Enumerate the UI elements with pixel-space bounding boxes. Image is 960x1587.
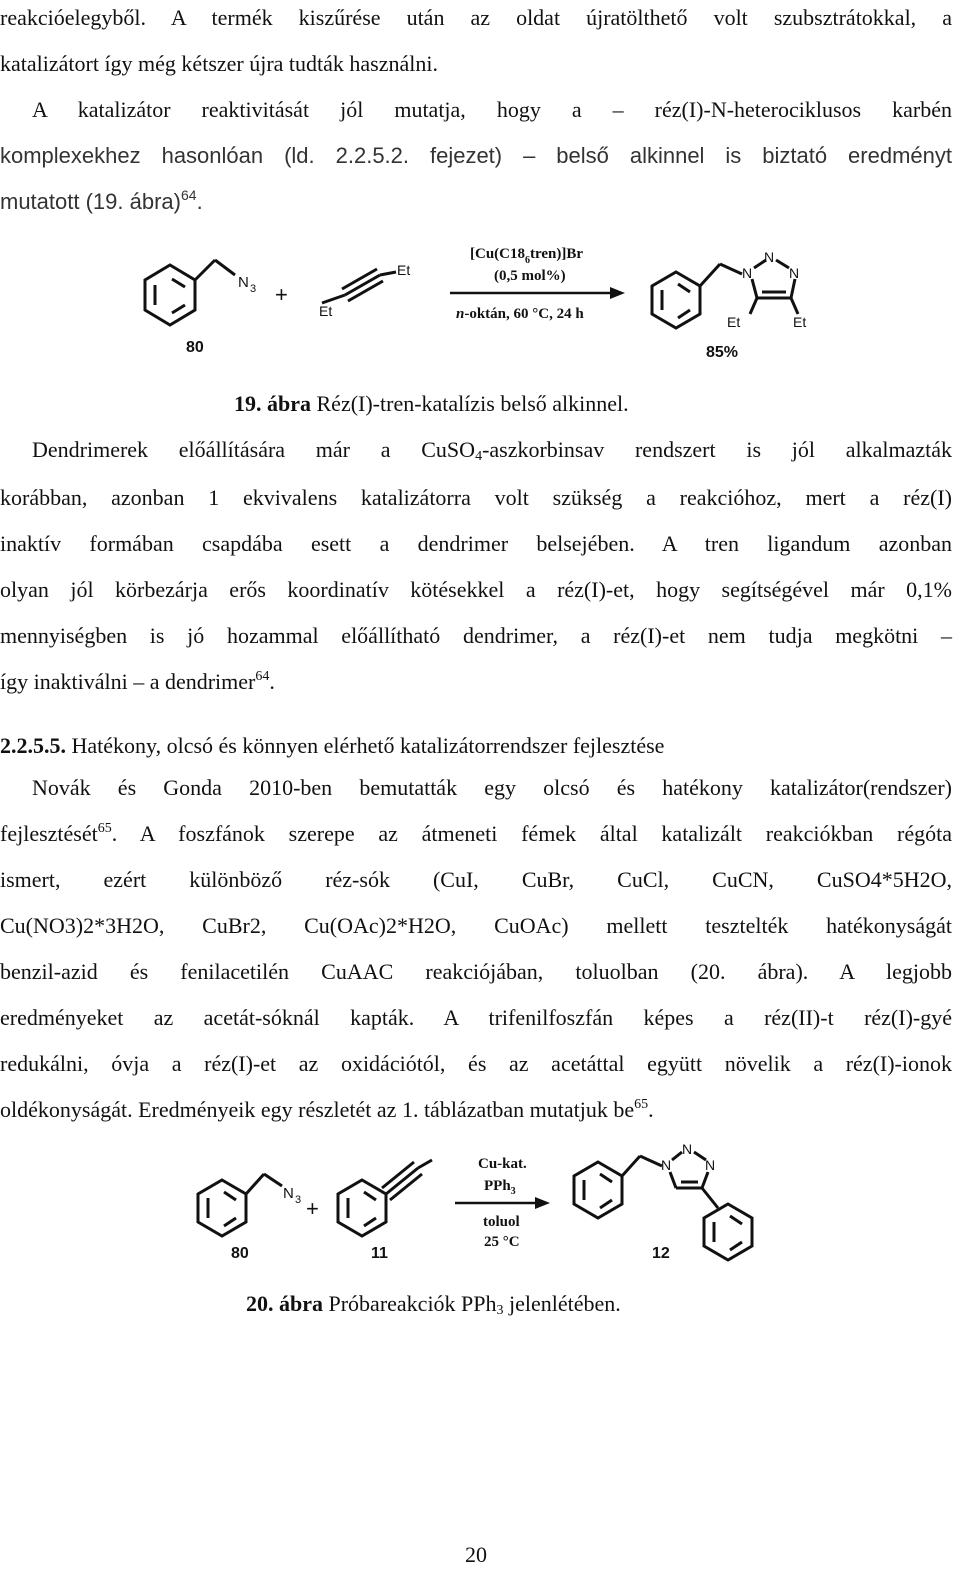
text-line: olyan jól körbezárja erős koordinatív kötésekkel a réz(I)-et, hogy segítségével már 0,1%	[0, 577, 952, 602]
et-label: Et	[319, 303, 333, 319]
ligand-label: PPh$_3$	[484, 1178, 516, 1197]
text-line: ismert, ezért különböző réz-sók (CuI, CuBr, CuCl, CuCN, CuSO4*5H2O,	[0, 867, 952, 892]
phenylacetylene-structure	[338, 1160, 432, 1236]
triazole-n: N	[789, 265, 800, 281]
text-line: redukálni, óvja a réz(I)-et az oxidációtól, és az acetáttal együtt növelik a réz(I)-ionok	[0, 1051, 952, 1076]
yield-label: 85%	[706, 344, 739, 361]
azide-n: N	[238, 274, 249, 291]
figure-caption-20: 20. ábra Próbareakciók PPh$_3$ jelenlétében.	[246, 1291, 621, 1318]
triazole-n: N	[682, 1141, 693, 1157]
triazole-n: N	[742, 265, 753, 281]
catalyst-loading: (0,5 mol%)	[494, 268, 566, 284]
text-line: A katalizátor reaktivitását jól mutatja, hogy a – réz(I)-N-heterociklusos karbén	[32, 97, 952, 122]
text-line: fejlesztését$^{65}$. A foszfánok szerepe az átmeneti fémek által katalizált reakciókban régóta	[0, 821, 952, 846]
citation-ref: 64	[180, 187, 197, 203]
page-number: 20	[465, 1542, 487, 1567]
reaction-conditions: n-oktán, 60 °C, 24 h	[456, 306, 584, 322]
compound-label-11: 11	[371, 1245, 388, 1262]
citation-ref: 64	[255, 669, 270, 684]
text-line: reakcióelegyből. A termék kiszűrése után az oldat újratölthető volt szubsztrátokkal, a	[0, 5, 952, 30]
citation-ref: 65	[97, 821, 112, 836]
text-line: Dendrimerek előállítására már a CuSO$_4$-aszkorbinsav rendszert is jól alkalmazták	[32, 437, 952, 464]
compound-label-80: 80	[186, 339, 204, 356]
triazole-n: N	[661, 1157, 672, 1173]
temperature-label: 25 °C	[484, 1234, 520, 1250]
text-line: így inaktiválni – a dendrimer$^{64}$.	[0, 669, 275, 694]
text-line: mutatott (19. ábra)$^{64}$.	[0, 187, 203, 214]
plus-sign: +	[306, 1196, 319, 1221]
text-line: Cu(NO3)2*3H2O, CuBr2, Cu(OAc)2*H2O, CuOAc) mellett tesztelték hatékonyságát	[0, 913, 952, 938]
triazole-n: N	[764, 249, 775, 265]
text-line: korábban, azonban 1 ekvivalens katalizátorra volt szükség a reakcióhoz, mert a réz(I)	[0, 485, 952, 510]
text-line: oldékonyságát. Eredményeik egy részletét az 1. táblázatban mutatjuk $be^{65}$.	[0, 1097, 654, 1122]
et-label: Et	[727, 314, 741, 330]
et-label: Et	[397, 262, 411, 278]
azide-sub: 3	[250, 283, 257, 295]
compound-label-12: 12	[652, 1245, 670, 1262]
text-line: katalizátort így még kétszer újra tudták használni.	[0, 51, 439, 76]
text-line: Novák és Gonda 2010-ben bemutatták egy olcsó és hatékony katalizátor(rendszer)	[32, 775, 952, 800]
solvent-label: toluol	[483, 1214, 520, 1230]
section-heading: 2.2.5.5. Hatékony, olcsó és könnyen elérhető katalizátorrendszer fejlesztése	[0, 733, 665, 758]
compound-label-80: 80	[231, 1245, 249, 1262]
figure-caption-19: 19. ábra Réz(I)-tren-katalízis belső alkinnel.	[234, 391, 629, 416]
azide-n: N	[283, 1185, 294, 1202]
catalyst-label: Cu-kat.	[478, 1156, 527, 1172]
azide-sub: 3	[295, 1194, 302, 1206]
text-line: inaktív formában csapdába esett a dendrimer belsejében. A tren ligandum azonban	[0, 531, 952, 556]
reaction-arrow	[455, 1197, 550, 1209]
text-line: komplexekhez hasonlóan (ld. 2.2.5.2. fejezet) – belső alkinnel is biztató eredményt	[0, 143, 952, 168]
text-line: mennyiségben is jó hozammal előállítható dendrimer, a réz(I)-et nem tudja megkötni –	[0, 623, 952, 648]
et-label: Et	[793, 314, 807, 330]
plus-sign: +	[275, 282, 288, 307]
text-line: eredményeket az acetát-sóknál kapták. A trifenilfoszfán képes a réz(II)-t réz(I)-gyé	[0, 1005, 952, 1030]
text-line: benzil-azid és fenilacetilén CuAAC reakciójában, toluolban (20. ábra). A legjobb	[0, 959, 952, 984]
citation-ref: 65	[634, 1097, 649, 1112]
triazole-n: N	[705, 1157, 716, 1173]
catalyst-label: $[Cu(C18_6tren)]Br$	[470, 246, 584, 266]
benzyl-azide-structure	[198, 1174, 282, 1236]
